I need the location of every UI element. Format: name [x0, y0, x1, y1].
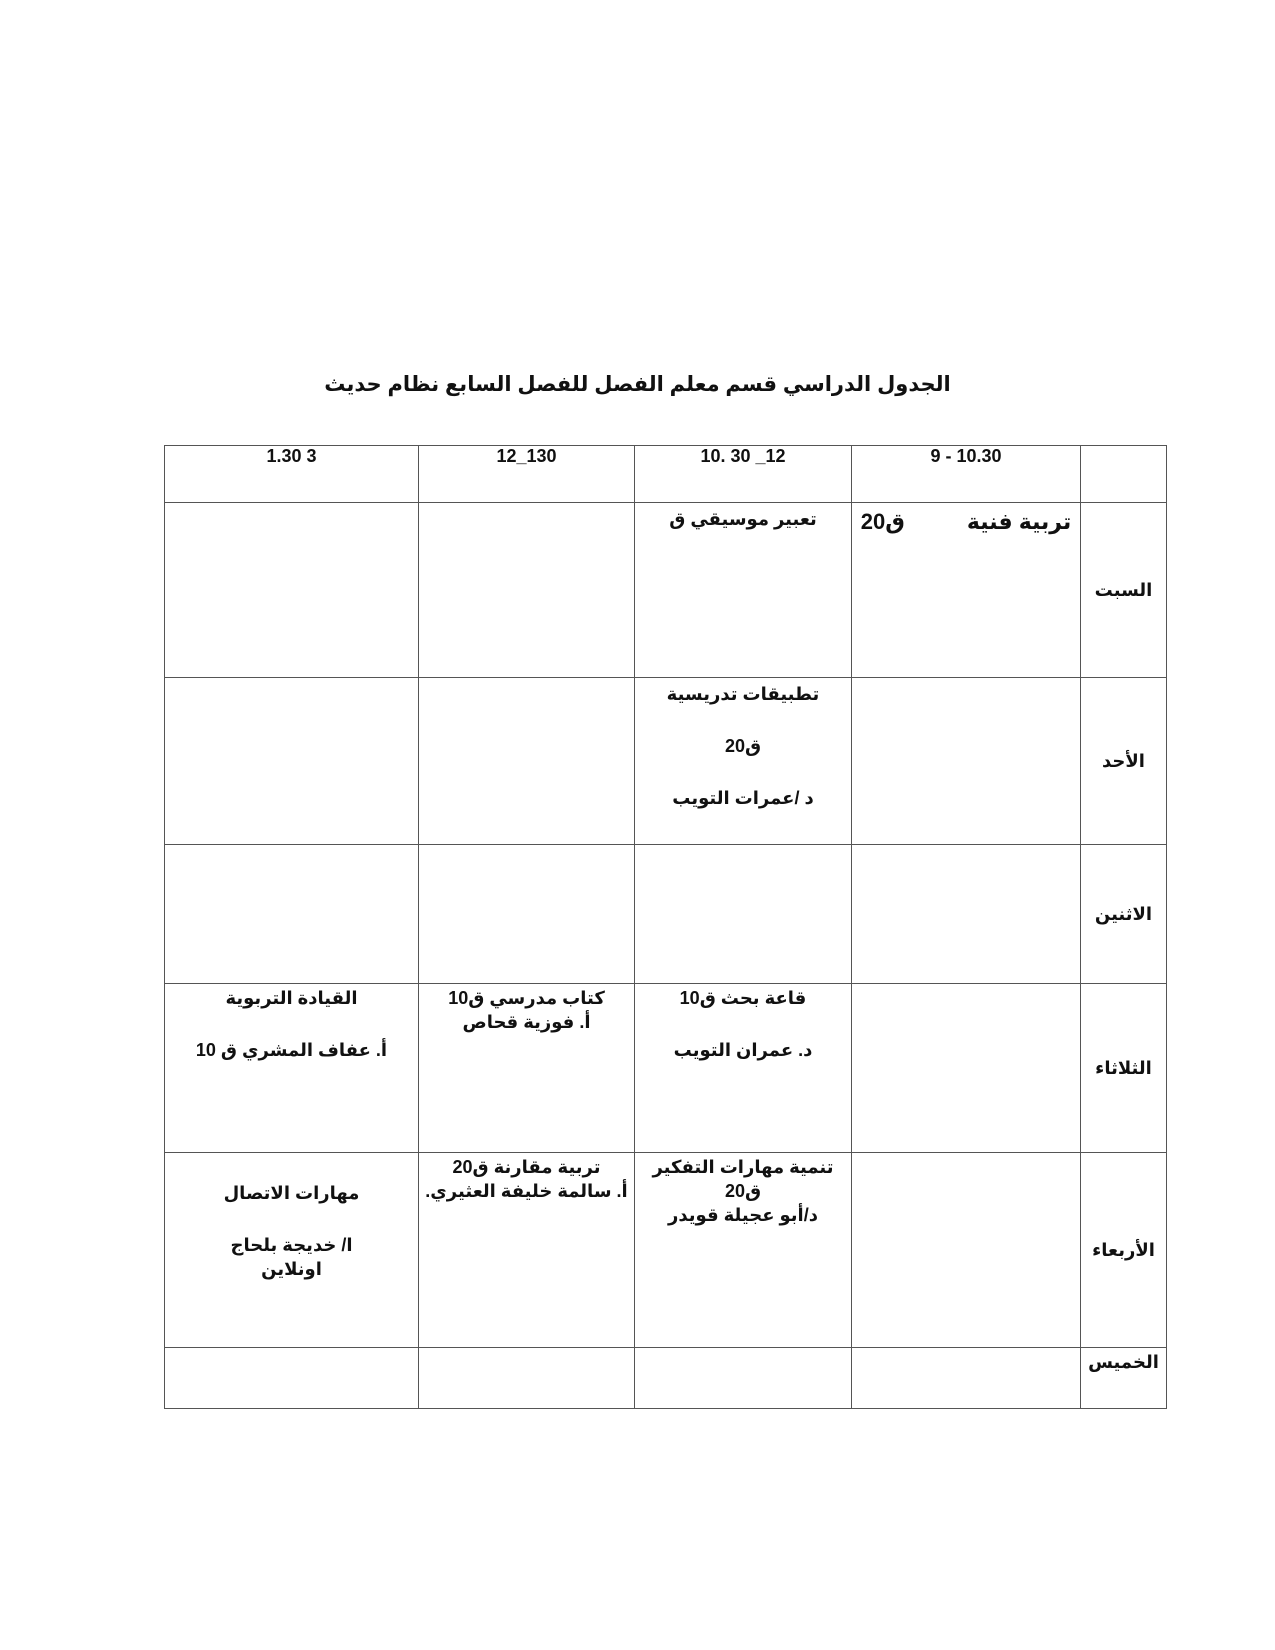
cell-tue-slot2: [635, 984, 852, 1153]
cell-teacher: د. عمران التويب: [673, 1040, 813, 1060]
page-title: الجدول الدراسي قسم معلم الفصل للفصل السابع نظام حديث: [324, 373, 951, 396]
cell-subject: قاعة بحث ق10: [679, 988, 807, 1008]
header-slot-3-label: 12_130: [496, 446, 557, 466]
row-saturday: [165, 503, 1167, 678]
cell-wed-slot4: [165, 1153, 419, 1348]
header-slot-2-label: 10. 30 _12: [700, 446, 786, 466]
row-sunday: [165, 678, 1167, 845]
cell-teacher: أ. عفاف المشري ق 10: [195, 1040, 388, 1060]
day-tuesday: [1081, 984, 1167, 1153]
header-slot-4: [165, 446, 419, 503]
cell-sun-slot3: [419, 678, 635, 845]
cell-room: ق20: [724, 736, 762, 756]
cell-subject: تنمية مهارات التفكير: [652, 1157, 834, 1177]
cell-thu-slot1: [852, 1348, 1081, 1409]
header-slot-3: [419, 446, 635, 503]
cell-room: ق20: [724, 1181, 762, 1201]
header-slot-1: [852, 446, 1081, 503]
day-saturday: [1081, 503, 1167, 678]
cell-sat-slot4: [165, 503, 419, 678]
cell-mon-slot1: [852, 845, 1081, 984]
day-label: الاثنين: [1094, 903, 1153, 924]
header-row: [165, 446, 1167, 503]
schedule-table: [164, 445, 1167, 1409]
cell-wed-slot1: [852, 1153, 1081, 1348]
cell-note: اونلاين: [261, 1259, 322, 1279]
day-label: الخميس: [1088, 1352, 1159, 1372]
cell-thu-slot3: [419, 1348, 635, 1409]
row-thursday: [165, 1348, 1167, 1409]
header-corner: [1081, 446, 1167, 503]
cell-teacher: د/أبو عجيلة قويدر: [668, 1205, 818, 1225]
cell-sun-slot1: [852, 678, 1081, 845]
cell-subject: كتاب مدرسي ق10: [448, 988, 605, 1008]
cell-mon-slot2: [635, 845, 852, 984]
day-label: الأحد: [1102, 750, 1145, 771]
cell-thu-slot4: [165, 1348, 419, 1409]
cell-sun-slot2: [635, 678, 852, 845]
row-monday: [165, 845, 1167, 984]
cell-subject: تربية مقارنة ق20: [452, 1157, 601, 1177]
day-wednesday: [1081, 1153, 1167, 1348]
header-slot-2: [635, 446, 852, 503]
cell-wed-slot2: [635, 1153, 852, 1348]
cell-teacher: د /عمرات التويب: [672, 788, 814, 808]
cell-tue-slot4: [165, 984, 419, 1153]
cell-room: ق20: [860, 509, 905, 534]
row-wednesday: [165, 1153, 1167, 1348]
day-label: السبت: [1094, 579, 1153, 600]
row-tuesday: [165, 984, 1167, 1153]
cell-subject: مهارات الاتصال: [223, 1183, 360, 1203]
cell-subject: تربية فنية: [966, 509, 1072, 534]
cell-subject: تطبيقات تدريسية: [666, 684, 820, 704]
day-monday: [1081, 845, 1167, 984]
cell-tue-slot1: [852, 984, 1081, 1153]
cell-sat-slot1: [852, 503, 1081, 678]
cell-thu-slot2: [635, 1348, 852, 1409]
day-label: الثلاثاء: [1095, 1057, 1152, 1078]
cell-sat-slot3: [419, 503, 635, 678]
cell-subject: تعبير موسيقي ق: [669, 509, 817, 529]
cell-teacher: ا/ خديجة بلحاج: [230, 1235, 353, 1255]
cell-wed-slot3: [419, 1153, 635, 1348]
day-sunday: [1081, 678, 1167, 845]
day-thursday: [1081, 1348, 1167, 1409]
cell-sat-slot2: [635, 503, 852, 678]
cell-tue-slot3: [419, 984, 635, 1153]
header-slot-4-label: 1.30 3: [266, 446, 317, 466]
cell-mon-slot4: [165, 845, 419, 984]
cell-teacher: أ. سالمة خليفة العثيري.: [425, 1181, 628, 1201]
cell-mon-slot3: [419, 845, 635, 984]
day-label: الأربعاء: [1092, 1239, 1155, 1260]
header-slot-1-label: 9 - 10.30: [930, 446, 1002, 466]
cell-sun-slot4: [165, 678, 419, 845]
cell-teacher: أ. فوزية قحاص: [462, 1012, 591, 1032]
cell-subject: القيادة التربوية: [225, 988, 358, 1008]
